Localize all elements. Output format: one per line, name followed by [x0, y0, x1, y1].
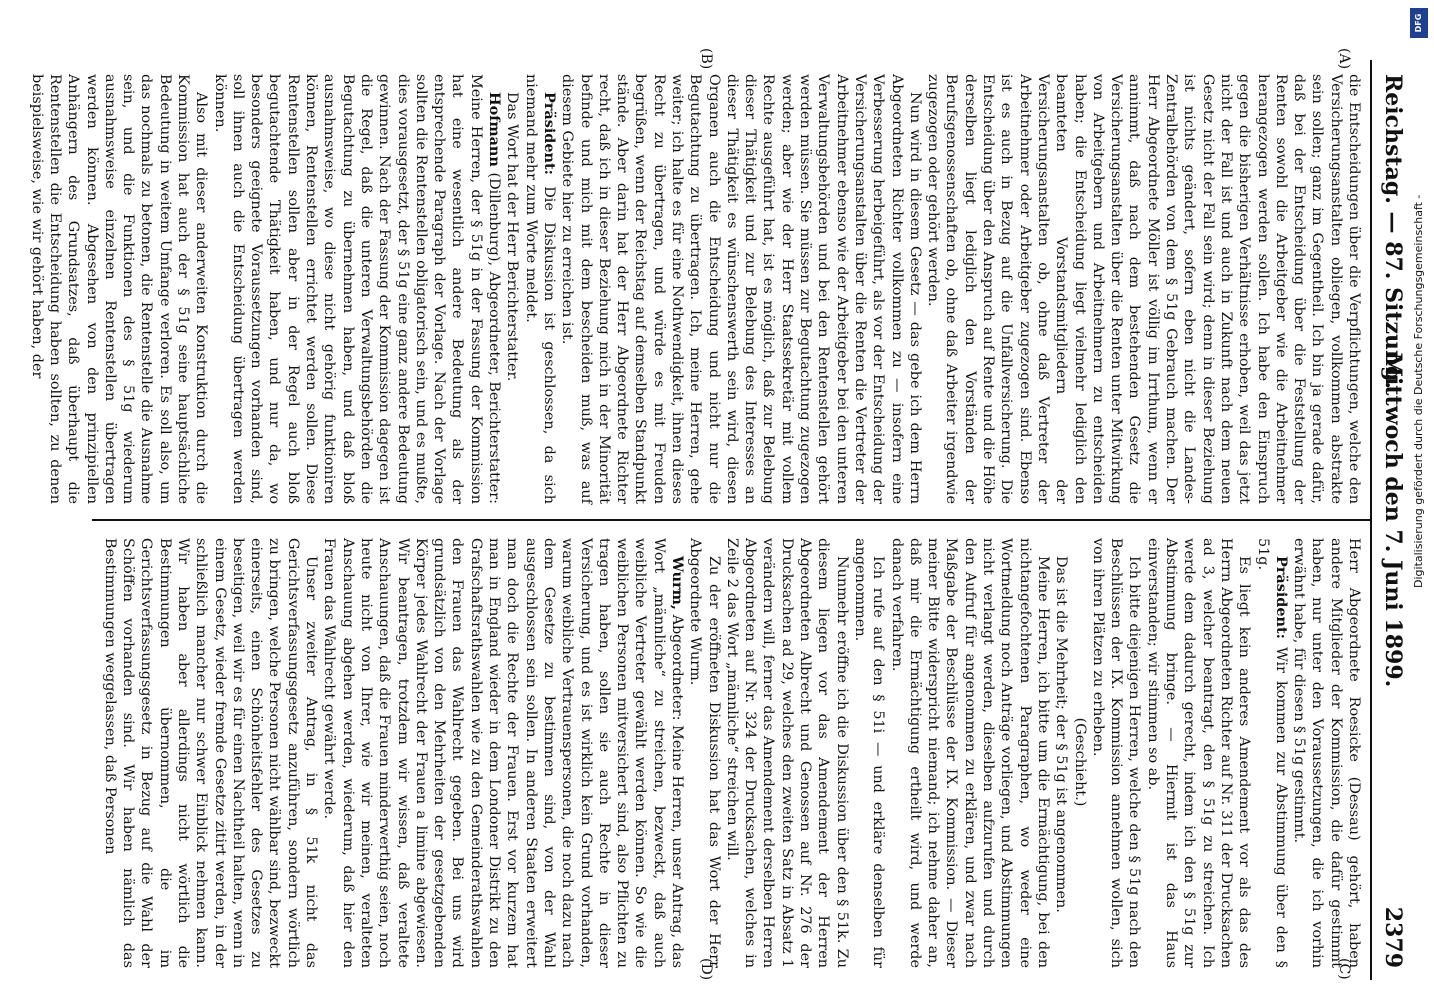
- paragraph: Nun wird in diesem Gesetz — das gebe ich dem Herrn Abgeordneten Richter vollkommen zu — insofern eine Verbesserung herbeigeführt, als vor der Entscheidung der Versicherungsanstalten über die Renten die Vertreter der Arbeitnehmer ebenso wie der Arbeitgeber bei den unteren Verwaltungsbehörden und bei den Rentenstellen gehört werden müssen. Sie müssen zur Begutachtung zugezogen werden; aber wie der Herr Staatssekretär mit vollem Rechte ausgeführt hat, ist es möglich, daß zur Belebung dieser Thätigkeit und zur Belebung des Interesses an dieser Thätigkeit es wünschenswerth sein wird, diesen Organen auch die Entscheidung und nicht nur die Begutachtung zu übertragen. Ich, meine Herren, gehe weiter; ich halte es für eine Nothwendigkeit, ihnen dieses Recht zu übertragen, und würde es mit Freuden begrüßen, wenn der Reichstag auf demselben Standpunkt stände. Aber darin hat der Herr Abgeordnete Richter recht, daß ich in dieser Beziehung mich in der Minorität befinde und mich mit dem bescheiden muß, was auf diesem Gebiete hier zu erreichen ist.: [559, 74, 923, 504]
- paragraph-text: (Dillenburg), Abgeordneter, Berichterstatter: Meine Herren, der § 51g in der Fassung der Kommission hat eine wesentlich andere Bedeutung als der entsprechende Paragraph der Vorlage. Nach der Vorlage sollten die Rentenstellen obligatorisch sein, und es mußte, dies vorausgesetzt, der § 51g eine ganz andere Bedeutung gewinnen. Nach der Fassung der Kommission dagegen ist die Regel, daß die unteren Verwaltungsbehörden die Begutachtung zu übernehmen haben, und daß bloß ausnahmsweise, wo diese nicht gehörig funktioniren können, Rentenstellen errichtet werden sollen. Diese Rentenstellen sollen aber in der Regel auch bloß begutachtende Thätigkeit haben, und nur da, wo besonders geeignete Voraussetzungen vorhanden sind, soll ihnen auch die Entscheidung übertragen werden können.: [211, 74, 503, 504]
- paragraph: Das ist die Mehrheit; der § 51g ist angenommen.: [1053, 556, 1070, 913]
- paragraph: [521, 74, 558, 504]
- paragraph: [210, 74, 503, 504]
- digitization-credit: [1407, 8, 1431, 588]
- running-head-date: Mittwoch den 7. Juni 1899.: [1380, 352, 1406, 688]
- paragraph: Also mit dieser anderweiten Konstruktion durch die Kommission hat auch der § 51g seine hauptsächliche Bedeutung in weitem Umfange verloren. Es soll also, um das nochmals zu betonen, die Rentenstelle die Ausnahme sein, und die Funktionen des § 51g wiederum ausnahmsweise einzelnen Rentenstellen übertragen werden können. Abgesehen von den prinzipiellen Anhängern des Grundsatzes, daß überhaupt die Rentenstellen die Entscheidung haben sollten, zu denen beispielsweise, wie wir gehört haben, der: [28, 74, 210, 504]
- paragraph-text: Wir kommen zur Abstimmung über den § 51g.: [1254, 538, 1289, 968]
- paragraph: Nunmehr eröffne ich die Diskussion über den § 51k. Zu diesem liegen vor das Amendement der Herren Abgeordneten Albrecht und Genossen auf Nr. 276 der Drucksachen ad 29, welches den zweiten Satz in Absatz 1 verändern will, ferner das Amendement derselben Herren Abgeordneten auf Nr. 324 der Drucksachen, welches in Zeile 2 das Wort „männliche“ streichen will.: [723, 538, 850, 968]
- speaker-name: Hofmann: [486, 92, 504, 167]
- running-head-left: Reichstag. — 87. Sitzung.: [1380, 74, 1406, 390]
- credit-text: Digitalisierung gefördert durch die Deutsche Forschungsgemeinschaft -: [1412, 194, 1425, 588]
- margin-mark-c: (C): [1336, 958, 1352, 980]
- paragraph: Meine Herren, ich bitte um die Ermächtigung, bei den nichtangefochtenen Paragraphen, wo weder eine Wortmeldung noch Anträge vorliegen, und Abstimmungen nicht verlangt werden, dieselben aufzurufen und durch den Aufruf für angenommen zu erklären, und zwar nach Maßgabe der Beschlüsse der IX. Kommission. — Dieser meiner Bitte widerspricht niemand; ich nehme daher an, daß mir die Ermächtigung ertheilt wird, und werde danach verfahren.: [888, 538, 1051, 968]
- right-column: [95, 538, 1363, 968]
- dfg-logo: DFG: [1410, 8, 1428, 38]
- paragraph: [1253, 538, 1290, 968]
- paragraph-text: Die Diskussion ist geschlossen, da sich niemand mehr zum Worte meldet.: [522, 74, 557, 504]
- column-divider: [92, 519, 1372, 521]
- paragraph: (Geschieht.): [1071, 717, 1088, 807]
- margin-mark-d: (D): [698, 958, 714, 981]
- paragraph: Ich rufe auf den § 51i — und erkläre denselben für angenommen.: [851, 538, 887, 968]
- page-number: 2379: [1380, 906, 1406, 968]
- paragraph: [320, 538, 686, 968]
- paragraph: Das Wort hat der Herr Berichterstatter.: [504, 92, 521, 382]
- speaker-name: Präsident:: [1272, 556, 1290, 639]
- paragraph: Zu der eröffneten Diskussion hat das Wort der Herr Abgeordnete Wurm.: [687, 538, 722, 968]
- margin-mark-b: (B): [698, 48, 714, 70]
- paragraph: Herr Abgeordnete Roesicke (Dessau) gehört, haben andere Mitglieder der Kommission, die dafür gestimmt haben, nur unter den Voraussetzungen, die ich vorhin erwähnt habe, für diesen § 51g gestimmt.: [1291, 538, 1362, 968]
- paragraph: Ich bitte diejenigen Herren, welche den § 51g nach den Beschlüssen der IX. Kommission annehmen wollen, sich von ihren Plätzen zu erheben.: [1089, 538, 1143, 968]
- paragraph-text: Abgeordneter: Meine Herren, unser Antrag, das Wort „männliche“ zu streichen, bezweckt, daß auch weibliche Vertreter gewählt werden können. So wie die weiblichen Personen mitversichert sind, also Pflichten zu tragen haben, sollen sie auch Rechte in dieser Versicherung, und es ist wirklich kein Grund vorhanden, warum weibliche Vertrauenspersonen, die noch dazu nach dem Gesetze zu bestimmen sind, von der Wahl ausgeschlossen sein sollen. In anderen Staaten erweitert man doch die Rechte der Frauen. Erst vor kurzem hat man in England wieder in dem Londoner Distrikt zu den Grafschaftsrathswahlen wie zu den Gemeinderathswahlen den Frauen das Wahlrecht gegeben. Bei uns wird grundsätzlich von den Mehrheiten der gesetzgebenden Körper jedes Wahlrecht der Frauen a limine abgewiesen. Wir beantragen, trotzdem wir wissen, daß veraltete Anschauungen, daß die Frauen minderwerthig seien, noch heute nicht von Ihrer, wie wir meinen, veralteten Anschauung abgehen werden, wiederum, daß hier den Frauen das Wahlrecht gewährt werde.: [321, 538, 686, 968]
- newspaper-page: [28, 48, 1415, 981]
- paragraph: Unser zweiter Antrag, in § 51k nicht das Gerichtsverfassungsgesetz anzuführen, sondern wörtlich zu bringen, welche Personen nicht wählbar sind, bezweckt einerseits, einen Schönheitsfehler des Gesetzes zu beseitigen, weil wir es für einen Nachtheil halten, wenn in einem Gesetz, wieder fremde Gesetze zitirt werden, in der schließlich mancher nur schwer Einblick nehmen kann. Wir haben aber allerdings nicht wörtlich die Bestimmungen übernommen, die im Gerichtsverfassungsgesetz in Bezug auf die Wahl der Schöffen vorhanden sind. Wir haben nämlich das Bestimmungen weggelassen, daß Personen: [101, 538, 320, 968]
- speaker-name: Präsident:: [540, 92, 558, 175]
- speaker-name: Wurm,: [669, 556, 687, 610]
- left-column: [28, 74, 1363, 504]
- margin-mark-a: (A): [1336, 48, 1352, 70]
- paragraph: Es liegt kein anderes Amendement vor als das des Herrn Abgeordneten Richter auf Nr. 311 der Drucksachen ad 3, welcher beantragt, den § 51g zu streichen. Ich werde dem dadurch gerecht, indem ich den § 51g zur Abstimmung bringe. — Hiermit ist das Haus einverstanden; wir stimmen so ab.: [1144, 538, 1253, 968]
- paragraph: die Entscheidungen über die Verpflichtungen, welche den Versicherungsanstalten obliegen, vollkommen abstrakte sein sollen; ganz im Gegentheil. Ich bin ja gerade dafür, daß bei der Entscheidung über die Feststellung der Renten sowohl die Arbeitgeber wie die Arbeitnehmer herangezogen werden sollen. Ich habe den Einspruch gegen die bisherigen Verhältnisse erhoben, weil das jetzt nicht der Fall ist und auch in Zukunft nach dem neuen Gesetz nicht der Fall sein wird; denn in dieser Beziehung ist nichts geändert, sofern eben nicht die Landes-Zentralbehörden von dem § 51g Gebrauch machen. Der Herr Abgeordnete Möller ist völlig im Irrthum, wenn er annimmt, daß nach dem bestehenden Gesetz die Versicherungsanstalten über die Renten unter Mitwirkung von Arbeitgebern und Arbeitnehmern zu entscheiden haben; die Entscheidung liegt vielmehr lediglich den beamteten Vorstandsmitgliedern der Versicherungsanstalten ob, ohne daß Vertreter der Arbeitnehmer oder Arbeitgeber zugezogen sind. Ebenso ist es auch in Bezug auf die Unfallversicherung. Die Entscheidung über den Anspruch auf Rente und die Höhe derselben liegt lediglich den Vorständen der Berufsgenossenschaften ob, ohne daß Arbeiter irgendwie zugezogen oder gehört werden.: [925, 74, 1362, 504]
